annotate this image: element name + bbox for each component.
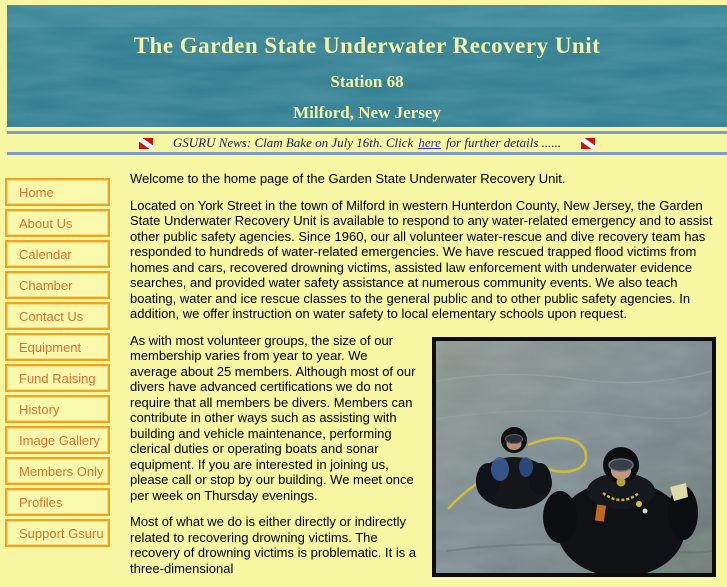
nav-sidebar [5, 178, 110, 550]
membership-paragraph: As with most volunteer groups, the size of our membership varies from year to year. We average about 25 members. Although most of our divers have advanced certifications we do not require that all members be divers. Members can contribute in other ways such as assisting with building and vehicle maintenance, performing clerical duties or operating boats and sonar equipment. If you are interested in joining us, please call or stop by our building. We meet once per week on Thursday evenings. [130, 332, 416, 503]
about-paragraph: Located on York Street in the town of Milford in western Hunterdon County, New Jersey, the Garden State Underwater Recovery Unit is available to respond to any water-related emergency and to assist other public safety agencies. Since 1960, our all volunteer water-rescue and dive recovery team has responded to hundreds of water-related emergencies. We have rescued trapped flood victims from homes and cars, recovered drowning victims, assisted law enforcement with underwater evidence searches, and provided water safety assistance at numerous community events. We also teach boating, water and ice rescue classes to the general public and to other public safety agencies. In addition, we offer instruction on water safety to local elementary schools upon request. [130, 197, 713, 321]
sidebar-item-calendar[interactable]: Calendar [5, 240, 110, 268]
sidebar-item-members-only[interactable]: Members Only [5, 457, 110, 485]
dive-flag-icon [581, 138, 595, 149]
sidebar-item-home[interactable]: Home [5, 178, 110, 206]
news-details-link[interactable]: here [418, 135, 441, 150]
divers-photo-image [436, 341, 712, 573]
news-ticker [7, 134, 727, 152]
news-banner [7, 131, 727, 155]
sidebar-item-profiles[interactable]: Profiles [5, 488, 110, 516]
location-subtitle: Milford, New Jersey [293, 103, 441, 122]
dive-flag-icon [139, 138, 153, 149]
sidebar-item-fund-raising[interactable]: Fund Raising [5, 364, 110, 392]
divers-photo [432, 337, 716, 577]
page-title: The Garden State Underwater Recovery Unit [133, 33, 601, 58]
sidebar-item-equipment[interactable]: Equipment [5, 333, 110, 361]
sidebar-item-chamber[interactable]: Chamber [5, 271, 110, 299]
news-text-suffix: for further details ...... [445, 135, 562, 150]
main-content [130, 171, 716, 587]
site-header [7, 5, 727, 127]
welcome-paragraph: Welcome to the home page of the Garden State Underwater Recovery Unit. [130, 171, 566, 186]
mission-paragraph: Most of what we do is either directly or indirectly related to recovering drowning victims. The recovery of drowning victims is problematic. It is a three-dimensional [130, 514, 417, 576]
banner-bottom-rule [7, 152, 727, 155]
sidebar-item-support-gsuru[interactable]: Support Gsuru [5, 519, 110, 547]
sidebar-item-history[interactable]: History [5, 395, 110, 423]
sidebar-item-contact-us[interactable]: Contact Us [5, 302, 110, 330]
sidebar-item-image-gallery[interactable]: Image Gallery [5, 426, 110, 454]
news-text-prefix: GSURU News: Clam Bake on July 16th. Click [172, 135, 414, 150]
sidebar-item-about-us[interactable]: About Us [5, 209, 110, 237]
station-subtitle: Station 68 [330, 72, 404, 91]
